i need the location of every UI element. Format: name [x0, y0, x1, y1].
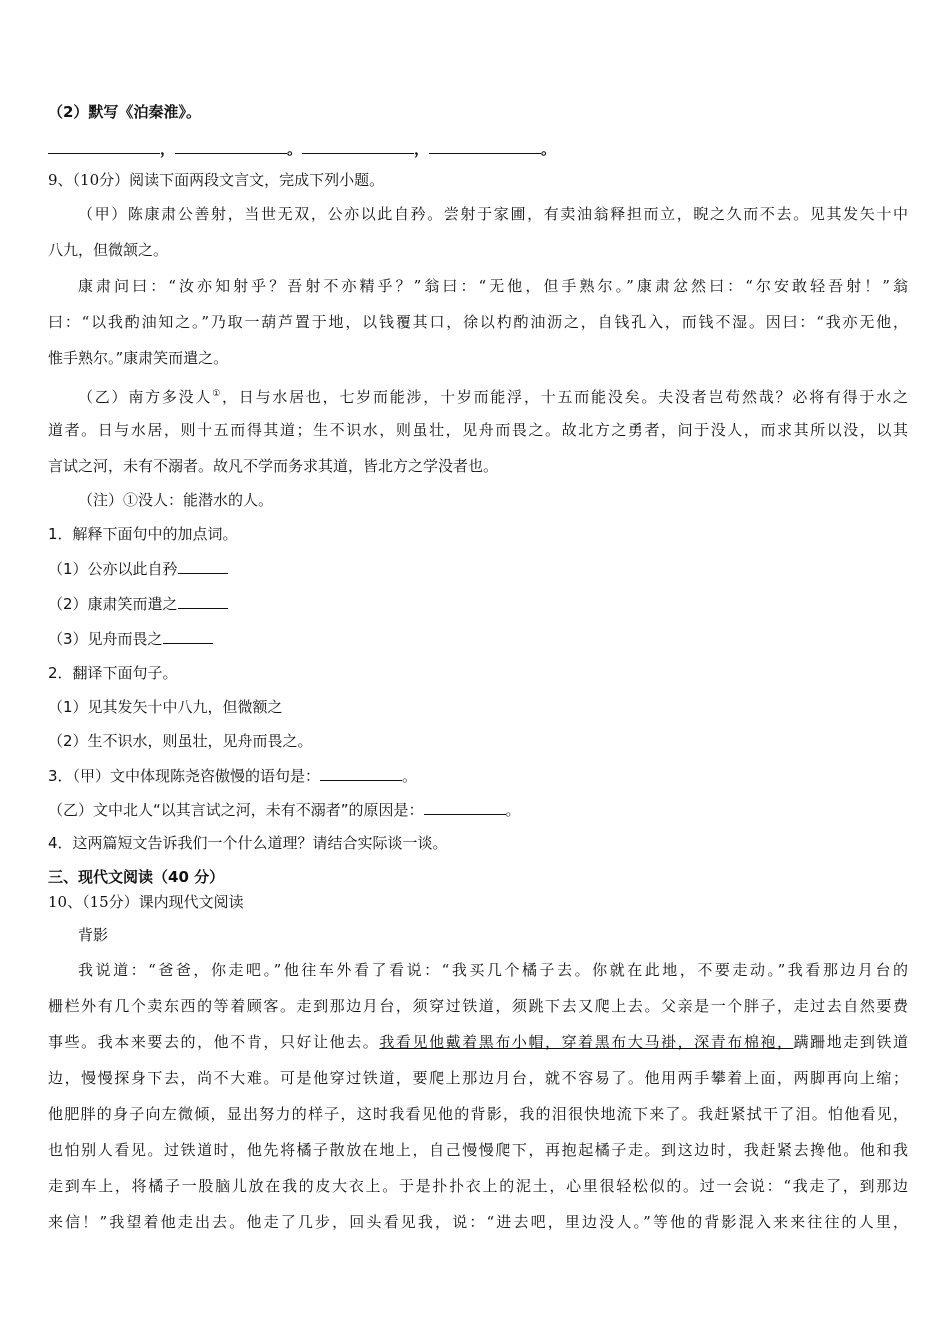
answer-blank[interactable]	[48, 138, 160, 154]
article-text: 事些。我本来要去的，他不肯，只好让他去。	[48, 1033, 380, 1051]
item-text: （乙）文中北人“以其言试之河，未有不溺者”的原因是：	[48, 801, 424, 819]
underlined-sentence: 我看见他戴着黑布小帽，穿着黑布大马褂，深青布棉袍，	[379, 1033, 794, 1051]
article-line: 走到车上，将橘子一股脑儿放在我的皮大衣上。于是扑扑衣上的泥土，心里很轻松似的。过一会说：“我走了，到那边	[48, 1177, 908, 1195]
article-title: 背影	[78, 926, 109, 944]
subquestion-2-title: 2．翻译下面句子。	[48, 664, 178, 682]
passage-jia-line: 康肃问曰：“汝亦知射乎？吾射不亦精乎？”翁曰：“无他，但手熟尔。”康肃忿然曰：“尔安敢轻吾射！”翁	[78, 277, 908, 295]
article-line	[48, 1032, 908, 1052]
section-3-title: 三、现代文阅读（40 分）	[48, 868, 225, 886]
q10-header: 10、（15分）课内现代文阅读	[48, 893, 244, 911]
subquestion-1-title: 1．解释下面句中的加点词。	[48, 525, 238, 543]
subquestion-3a	[48, 765, 908, 786]
footnote: （注）①没人：能潜水的人。	[78, 491, 274, 509]
answer-blank[interactable]	[424, 799, 506, 815]
passage-yi-line: 言试之河，未有不溺者。故凡不学而务求其道，皆北方之学没者也。	[48, 457, 499, 475]
article-line: 栅栏外有几个卖东西的等着顾客。走到那边月台，须穿过铁道，须跳下去又爬上去。父亲是一个胖子，走过去自然要费	[48, 997, 908, 1015]
subquestion-1-item	[48, 558, 908, 579]
separator: 。	[402, 767, 418, 785]
q8-answer-blanks	[48, 138, 908, 159]
passage-text: ，日与水居也，七岁而能涉，十岁而能浮，十五而能没矣。夫没者岂苟然哉？必将有得于水之	[222, 388, 908, 406]
passage-yi-line	[78, 384, 908, 407]
subquestion-3b	[48, 799, 908, 820]
passage-jia-line: 八九，但微颔之。	[48, 241, 169, 259]
q9-header: 9、（10分）阅读下面两段文言文，完成下列小题。	[48, 171, 385, 189]
article-line: 我说道：“爸爸，你走吧。”他往车外看了看说：“我买几个橘子去。你就在此地，不要走动。”我看那边月台的	[78, 961, 908, 979]
answer-blank[interactable]	[320, 765, 402, 781]
subquestion-1-item	[48, 628, 908, 649]
article-text: 蹒跚地走到铁道	[793, 1033, 908, 1051]
answer-blank[interactable]	[175, 138, 287, 154]
separator: 。	[505, 801, 521, 819]
subquestion-1-item	[48, 593, 908, 614]
answer-blank[interactable]	[429, 138, 541, 154]
passage-jia-line: 曰：“以我酌油知之。”乃取一葫芦置于地，以钱覆其口，徐以杓酌油沥之，自钱孔入，而钱不湿。因曰：“我亦无他，	[48, 313, 908, 331]
item-text: （2）康肃笑而遣之	[48, 595, 178, 613]
answer-blank[interactable]	[302, 138, 414, 154]
article-line: 也怕别人看见。过铁道时，他先将橘子散放在地上，自己慢慢爬下，再抱起橘子走。到这边时，我赶紧去搀他。他和我	[48, 1141, 908, 1159]
separator: ，	[160, 140, 176, 158]
separator: 。	[287, 140, 303, 158]
subquestion-4: 4．这两篇短文告诉我们一个什么道理？请结合实际谈一谈。	[48, 834, 448, 852]
item-text: （3）见舟而畏之	[48, 630, 163, 648]
passage-text: （乙）南方多没人	[78, 388, 213, 406]
passage-jia-line: 惟手熟尔。”康肃笑而遣之。	[48, 349, 229, 367]
passage-yi-line: 道者。日与水居，则十五而得其道；生不识水，则虽壮，见舟而畏之。故北方之勇者，问于没人，而求其所以没，以其	[48, 421, 908, 439]
separator: 。	[541, 140, 557, 158]
article-line: 边，慢慢探身下去，尚不大难。可是他穿过铁道，要爬上那边月台，就不容易了。他用两手攀着上面，两脚再向上缩；	[48, 1069, 908, 1087]
item-text: （1）公亦以此自矜	[48, 560, 178, 578]
answer-blank[interactable]	[178, 558, 228, 574]
subquestion-2-item: （1）见其发矢十中八九，但微额之	[48, 698, 283, 716]
answer-blank[interactable]	[163, 628, 213, 644]
passage-jia-line: （甲）陈康肃公善射，当世无双，公亦以此自矜。尝射于家圃，有卖油翁释担而立，睨之久而不去。见其发矢十中	[78, 205, 908, 223]
answer-blank[interactable]	[178, 593, 228, 609]
q8-2-label: （2）默写《泊秦淮》。	[48, 103, 201, 121]
footnote-mark: ①	[212, 389, 223, 399]
separator: ，	[414, 140, 430, 158]
subquestion-2-item: （2）生不识水，则虽壮，见舟而畏之。	[48, 732, 313, 750]
article-line: 他肥胖的身子向左微倾，显出努力的样子，这时我看见他的背影，我的泪很快地流下来了。我赶紧拭干了泪。怕他看见，	[48, 1105, 908, 1123]
article-line: 来信！”我望着他走出去。他走了几步，回头看见我，说：“进去吧，里边没人。”等他的背影混入来来往往的人里，	[48, 1213, 908, 1231]
item-text: 3．（甲）文中体现陈尧咨傲慢的语句是：	[48, 767, 321, 785]
